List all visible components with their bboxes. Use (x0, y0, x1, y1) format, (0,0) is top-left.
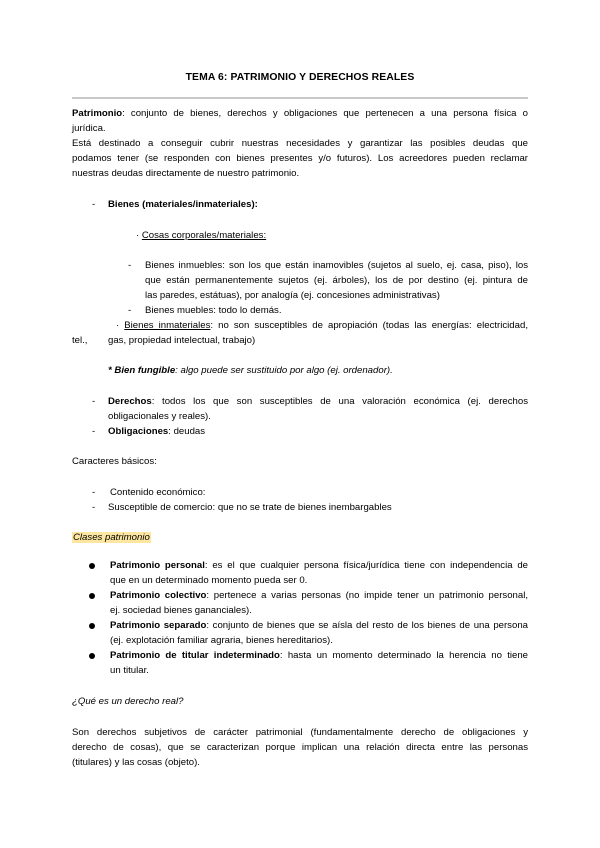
clases-heading-highlight: Clases patrimonio (73, 532, 150, 543)
obligaciones-label: Obligaciones (108, 426, 169, 437)
personal-line-1 (110, 558, 528, 573)
intro-line-1 (72, 106, 528, 121)
derechos-label: Derechos (108, 396, 152, 407)
dash-marker: - (92, 396, 96, 407)
dash-marker: - (92, 502, 96, 513)
separado-line-2: (ej. explotación familiar agraria, bienes hereditarios). (110, 635, 333, 646)
dash-marker: - (92, 487, 96, 498)
cosas-corporales-label: Cosas corporales/materiales: (141, 230, 267, 241)
derechos-line-1 (108, 394, 528, 409)
derecho-real-line-2: derecho de cosas), que se caracterizan porque implican una relación directa entre las personas (72, 742, 528, 753)
caracteres-heading: Caracteres básicos: (72, 456, 157, 467)
middle-dot: · (116, 320, 125, 331)
separado-line-1 (110, 618, 528, 633)
titular-text: : hasta un momento determinado la herencia no tiene (279, 650, 528, 661)
titular-line-2: un titular. (110, 665, 149, 676)
obligaciones-line (108, 424, 205, 439)
derechos-line-2: obligacionales y reales). (108, 411, 211, 422)
inmuebles-line-1: Bienes inmuebles: son los que están inamovibles (sujetos al suelo, ej. casa, piso), los (145, 260, 528, 271)
intro-line-5: nuestras deudas directamente de nuestro patrimonio. (72, 168, 300, 179)
dash-marker: - (92, 426, 96, 437)
derecho-real-line-1: Son derechos subjetivos de carácter patrimonial (fundamentalmente derecho de obligaciones y (72, 727, 528, 738)
inmateriales-line-1 (116, 318, 528, 333)
inmateriales-text: : no son susceptibles de apropiación (todas las energías: electricidad, (210, 320, 528, 331)
dash-marker: - (92, 199, 96, 210)
separado-label: Patrimonio separado (110, 620, 207, 631)
intro-text: : conjunto de bienes, derechos y obligaciones que pertenecen a una persona física o (122, 108, 528, 119)
personal-line-2: que en un determinado momento pueda ser 0. (110, 575, 308, 586)
titular-label: Patrimonio de titular indeterminado (110, 650, 280, 661)
muebles-line: Bienes muebles: todo lo demás. (145, 305, 282, 316)
colectivo-line-1 (110, 588, 528, 603)
dash-marker: - (128, 260, 132, 271)
clases-heading (72, 530, 151, 545)
inmuebles-line-3: las paredes, estátuas), por analogía (ej. concesiones administrativas) (145, 290, 440, 301)
bullet-icon (89, 563, 95, 569)
obligaciones-text: : deudas (168, 426, 206, 437)
dash-marker: - (128, 305, 132, 316)
derecho-real-line-3: (titulares) y las cosas (objeto). (72, 757, 200, 768)
personal-text: : es el que cualquier persona física/jurídica tiene con independencia de (204, 560, 528, 571)
bullet-icon (89, 623, 95, 629)
page-title: TEMA 6: PATRIMONIO Y DERECHOS REALES (185, 72, 415, 83)
bullet-icon (89, 653, 95, 659)
titular-line-1 (110, 648, 528, 663)
bienes-inmateriales-label: Bienes inmateriales (124, 320, 211, 331)
inmuebles-line-2: que están permanentemente sujetos (ej. árboles), los de por destino (ej. pintura de (145, 275, 528, 286)
bien-fungible-label: * Bien fungible (108, 365, 176, 376)
caracteres-item-1: Contenido económico: (110, 487, 206, 498)
colectivo-label: Patrimonio colectivo (110, 590, 207, 601)
middle-dot: · (136, 230, 142, 241)
caracteres-item-2: Susceptible de comercio: que no se trate de bienes inembargables (108, 502, 392, 513)
inmateriales-line-2: gas, propiedad intelectual, trabajo) (108, 335, 256, 346)
bien-fungible-text: : algo puede ser sustituido por algo (ej. ordenador). (175, 365, 393, 376)
patrimonio-term: Patrimonio (72, 108, 123, 119)
derecho-real-question: ¿Qué es un derecho real? (72, 696, 184, 707)
intro-line-4: podamos tener (se responden con bienes presentes y/o futuros). Los acreedores pueden reclamar (72, 153, 528, 164)
personal-label: Patrimonio personal (110, 560, 205, 571)
bienes-heading: Bienes (materiales/inmateriales): (108, 199, 258, 210)
derechos-text: : todos los que son susceptibles de una valoración económica (ej. derechos (151, 396, 528, 407)
bullet-icon (89, 593, 95, 599)
intro-line-3: Está destinado a conseguir cubrir nuestras necesidades y garantizar las posibles deudas que (72, 138, 528, 149)
intro-line-2: jurídica. (72, 123, 106, 134)
cosas-corporales (136, 228, 266, 243)
colectivo-line-2: ej. sociedad bienes gananciales). (110, 605, 252, 616)
inmateriales-tel: tel., (72, 335, 88, 346)
colectivo-text: : pertenece a varias personas (no impide tener un patrimonio personal, (206, 590, 528, 601)
bien-fungible (108, 363, 393, 378)
title-divider (72, 97, 528, 99)
separado-text: : conjunto de bienes que se aísla del resto de los bienes de una persona (206, 620, 528, 631)
